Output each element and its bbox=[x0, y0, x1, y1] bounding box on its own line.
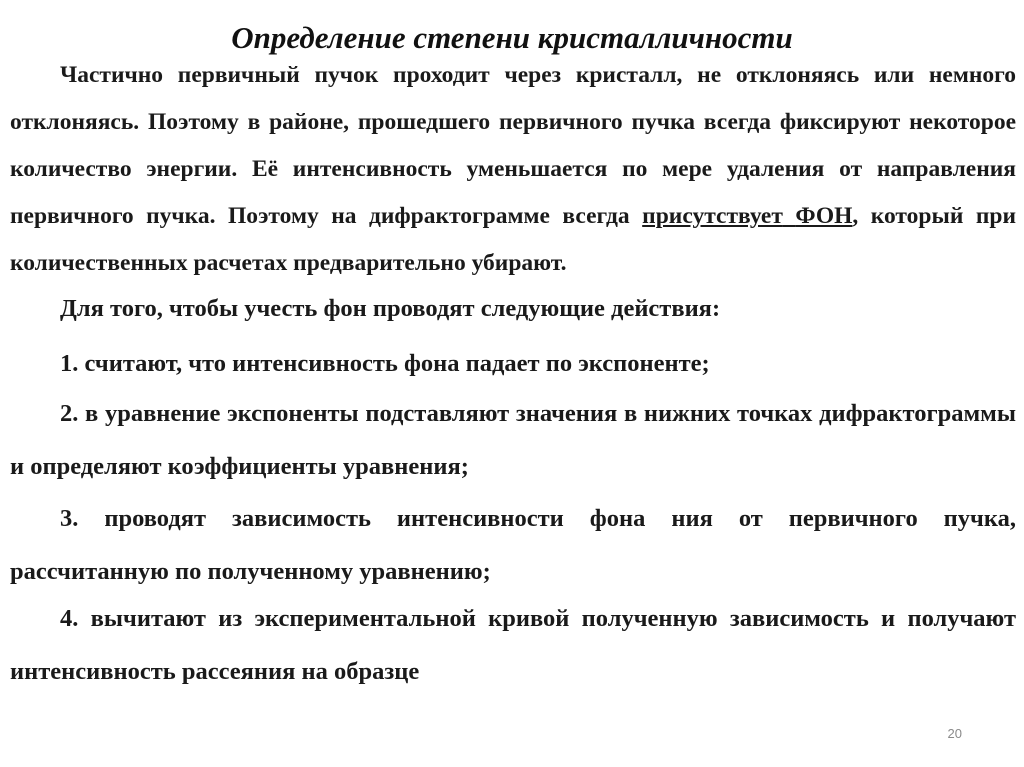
steps-heading: Для того, чтобы учесть фон проводят следующие действия: bbox=[60, 295, 721, 322]
step-1: 1. считают, что интенсивность фона падает по экспоненте; bbox=[60, 350, 710, 377]
intro-text-before: Частично первичный пучок проходит через кристалл, не отклоняясь или немного отклоняясь. Поэтому в районе, прошедшего первичного пучка всегда фиксируют некоторое количество энергии. Её интенсивность уменьшается по мере удаления от направления первичного пучка. Поэтому на дифрактограмме всегда bbox=[10, 62, 1016, 229]
intro-underlined-present: присутствует bbox=[642, 203, 783, 229]
intro-underlined-space bbox=[783, 203, 795, 229]
intro-underlined-fon: ФОН bbox=[795, 203, 853, 229]
step-4: 4. вычитают из экспериментальной кривой полученную зависимость и получают интенсивность рассеяния на образце bbox=[10, 605, 1016, 685]
intro-paragraph bbox=[10, 52, 1016, 287]
page-number: 20 bbox=[947, 726, 962, 741]
step-2: 2. в уравнение экспоненты подставляют значения в нижних точках дифрактограммы и определяют коэффициенты уравнения; bbox=[10, 400, 1016, 480]
step-3: 3. проводят зависимость интенсивности фона ния от первичного пучка, рассчитанную по полученному уравнению; bbox=[10, 505, 1016, 585]
intro-text-after: , который при количественных расчетах предварительно убирают. bbox=[10, 203, 1017, 276]
slide-title: Определение степени кристалличности bbox=[231, 20, 793, 55]
